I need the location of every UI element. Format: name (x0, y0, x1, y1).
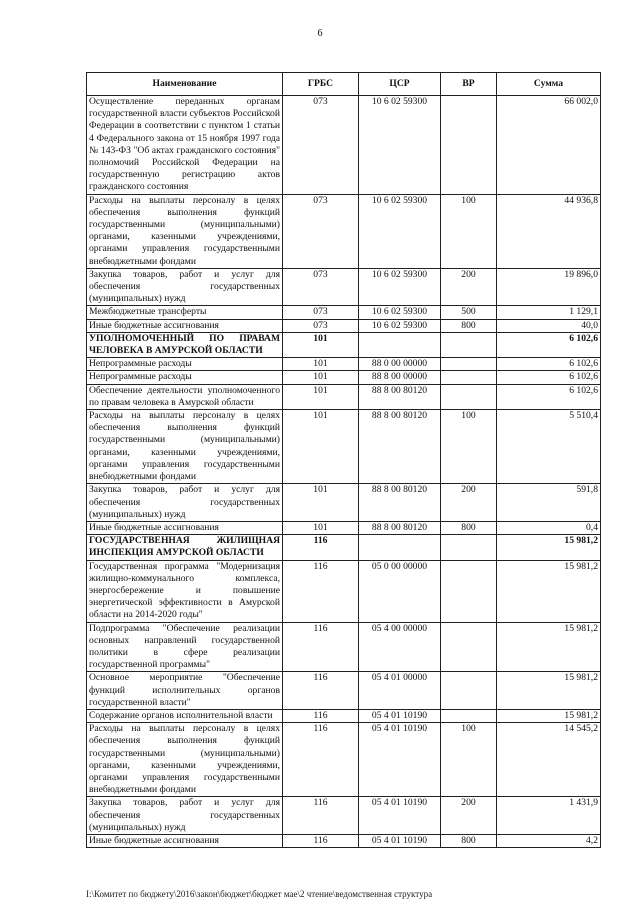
row-vr-cell: 100 (441, 194, 497, 268)
table-row (87, 371, 601, 384)
row-sum-cell: 66 002,0 (497, 96, 601, 195)
table-row (87, 410, 601, 484)
row-csr-cell: 10 6 02 59300 (359, 306, 441, 319)
row-vr-cell: 800 (441, 521, 497, 534)
table-row (87, 560, 601, 622)
row-grbs-cell: 101 (283, 332, 359, 357)
row-name-cell: Государственная программа "Модернизация жилищно-коммунального комплекса, энергосбережение и повышение энергетической эффективности в Амурской области на 2014-2020 годы" (87, 560, 283, 622)
table-row (87, 797, 601, 835)
table-row (87, 709, 601, 722)
page-number: 6 (317, 28, 323, 39)
row-vr-cell: 800 (441, 319, 497, 332)
row-csr-cell: 88 8 00 80120 (359, 384, 441, 409)
row-csr-cell: 10 6 02 59300 (359, 268, 441, 306)
row-grbs-cell: 116 (283, 560, 359, 622)
row-grbs-cell: 116 (283, 622, 359, 672)
row-sum-cell: 44 936,8 (497, 194, 601, 268)
row-csr-cell: 88 0 00 00000 (359, 358, 441, 371)
row-sum-cell: 15 981,2 (497, 622, 601, 672)
row-grbs-cell: 073 (283, 306, 359, 319)
header-sum: Сумма (497, 73, 601, 96)
row-name-cell: Содержание органов исполнительной власти (87, 709, 283, 722)
row-sum-cell: 15 981,2 (497, 535, 601, 560)
table-row (87, 834, 601, 847)
table-row (87, 358, 601, 371)
row-grbs-cell: 073 (283, 319, 359, 332)
row-grbs-cell: 101 (283, 521, 359, 534)
row-vr-cell: 100 (441, 723, 497, 797)
row-sum-cell: 6 102,6 (497, 371, 601, 384)
row-csr-cell: 05 0 00 00000 (359, 560, 441, 622)
row-sum-cell: 6 102,6 (497, 358, 601, 371)
row-name-cell: Расходы на выплаты персоналу в целях обеспечения выполнения функций государственными (муниципальными) органами, казенными учреждениями, органами управления государственными внебюджетными фондами (87, 194, 283, 268)
table-row (87, 622, 601, 672)
row-csr-cell: 05 4 01 00000 (359, 672, 441, 710)
row-grbs-cell: 101 (283, 484, 359, 522)
table-row (87, 672, 601, 710)
table-row (87, 535, 601, 560)
row-name-cell: Непрограммные расходы (87, 371, 283, 384)
row-csr-cell: 05 4 01 10190 (359, 834, 441, 847)
row-csr-cell: 05 4 01 10190 (359, 723, 441, 797)
row-sum-cell: 1 129,1 (497, 306, 601, 319)
row-sum-cell: 6 102,6 (497, 384, 601, 409)
row-grbs-cell: 101 (283, 384, 359, 409)
table-row (87, 319, 601, 332)
table-body (87, 96, 601, 848)
row-name-cell: Расходы на выплаты персоналу в целях обеспечения выполнения функций государственными (муниципальными) органами, казенными учреждениями, органами управления государственными внебюджетными фондами (87, 410, 283, 484)
row-grbs-cell: 116 (283, 672, 359, 710)
row-name-cell: Иные бюджетные ассигнования (87, 521, 283, 534)
row-vr-cell (441, 535, 497, 560)
row-name-cell: Закупка товаров, работ и услуг для обеспечения государственных (муниципальных) нужд (87, 268, 283, 306)
budget-table (86, 72, 601, 848)
row-vr-cell: 500 (441, 306, 497, 319)
row-vr-cell: 200 (441, 484, 497, 522)
row-vr-cell (441, 672, 497, 710)
row-grbs-cell: 101 (283, 410, 359, 484)
row-name-cell: Непрограммные расходы (87, 358, 283, 371)
row-sum-cell: 14 545,2 (497, 723, 601, 797)
row-csr-cell (359, 535, 441, 560)
row-vr-cell: 200 (441, 268, 497, 306)
row-csr-cell: 05 4 00 00000 (359, 622, 441, 672)
row-csr-cell: 88 8 00 80120 (359, 410, 441, 484)
row-sum-cell: 5 510,4 (497, 410, 601, 484)
row-sum-cell: 15 981,2 (497, 709, 601, 722)
row-vr-cell (441, 371, 497, 384)
row-grbs-cell: 073 (283, 194, 359, 268)
row-csr-cell: 05 4 01 10190 (359, 797, 441, 835)
row-name-cell: Подпрограмма "Обеспечение реализации основных направлений государственной политики в сфере реализации государственной программы" (87, 622, 283, 672)
row-name-cell: Осуществление переданных органам государственной власти субъектов Российской Федерации в соответствии с пунктом 1 статьи 4 Федерального закона от 15 ноября 1997 года № 143-ФЗ "Об актах гражданского состояния" полномочий Российской Федерации на государственную регистрацию актов гражданского состояния (87, 96, 283, 195)
header-vr: ВР (441, 73, 497, 96)
table-row (87, 96, 601, 195)
row-csr-cell (359, 332, 441, 357)
table-row (87, 268, 601, 306)
row-vr-cell (441, 384, 497, 409)
row-name-cell: Обеспечение деятельности уполномоченного по правам человека в Амурской области (87, 384, 283, 409)
row-vr-cell (441, 709, 497, 722)
row-sum-cell: 40,0 (497, 319, 601, 332)
row-csr-cell: 88 8 00 00000 (359, 371, 441, 384)
table-row (87, 332, 601, 357)
table-row (87, 384, 601, 409)
row-csr-cell: 05 4 01 10190 (359, 709, 441, 722)
row-sum-cell: 15 981,2 (497, 672, 601, 710)
row-grbs-cell: 073 (283, 268, 359, 306)
row-sum-cell: 15 981,2 (497, 560, 601, 622)
row-name-cell: Межбюджетные трансферты (87, 306, 283, 319)
row-name-cell: ГОСУДАРСТВЕННАЯ ЖИЛИЩНАЯ ИНСПЕКЦИЯ АМУРСКОЙ ОБЛАСТИ (87, 535, 283, 560)
row-sum-cell: 1 431,9 (497, 797, 601, 835)
table-row (87, 484, 601, 522)
row-vr-cell (441, 332, 497, 357)
row-name-cell: УПОЛНОМОЧЕННЫЙ ПО ПРАВАМ ЧЕЛОВЕКА В АМУРСКОЙ ОБЛАСТИ (87, 332, 283, 357)
table-header-row (87, 73, 601, 96)
row-sum-cell: 0,4 (497, 521, 601, 534)
row-grbs-cell: 116 (283, 834, 359, 847)
row-vr-cell (441, 622, 497, 672)
row-vr-cell (441, 560, 497, 622)
row-sum-cell: 4,2 (497, 834, 601, 847)
table-row (87, 521, 601, 534)
row-csr-cell: 10 6 02 59300 (359, 194, 441, 268)
row-vr-cell: 100 (441, 410, 497, 484)
row-csr-cell: 88 8 00 80120 (359, 521, 441, 534)
row-grbs-cell: 116 (283, 723, 359, 797)
header-grbs: ГРБС (283, 73, 359, 96)
table-row (87, 306, 601, 319)
row-name-cell: Расходы на выплаты персоналу в целях обеспечения выполнения функций государственными (муниципальными) органами, казенными учреждениями, органами управления государственными внебюджетными фондами (87, 723, 283, 797)
row-grbs-cell: 116 (283, 709, 359, 722)
header-name: Наименование (87, 73, 283, 96)
row-grbs-cell: 116 (283, 797, 359, 835)
row-name-cell: Основное мероприятие "Обеспечение функций исполнительных органов государственной власти" (87, 672, 283, 710)
row-grbs-cell: 073 (283, 96, 359, 195)
row-grbs-cell: 101 (283, 358, 359, 371)
row-vr-cell: 200 (441, 797, 497, 835)
row-name-cell: Закупка товаров, работ и услуг для обеспечения государственных (муниципальных) нужд (87, 484, 283, 522)
row-vr-cell (441, 358, 497, 371)
row-sum-cell: 19 896,0 (497, 268, 601, 306)
row-grbs-cell: 101 (283, 371, 359, 384)
table-row (87, 194, 601, 268)
row-vr-cell: 800 (441, 834, 497, 847)
row-sum-cell: 6 102,6 (497, 332, 601, 357)
row-csr-cell: 10 6 02 59300 (359, 319, 441, 332)
row-name-cell: Закупка товаров, работ и услуг для обеспечения государственных (муниципальных) нужд (87, 797, 283, 835)
table-row (87, 723, 601, 797)
row-csr-cell: 88 8 00 80120 (359, 484, 441, 522)
row-sum-cell: 591,8 (497, 484, 601, 522)
row-name-cell: Иные бюджетные ассигнования (87, 319, 283, 332)
file-path-footer: I:\Комитет по бюджету\2016\закон\бюджет\бюджет мае\2 чтение\ведомственная структура (86, 889, 433, 899)
header-csr: ЦСР (359, 73, 441, 96)
row-vr-cell (441, 96, 497, 195)
row-grbs-cell: 116 (283, 535, 359, 560)
row-name-cell: Иные бюджетные ассигнования (87, 834, 283, 847)
row-csr-cell: 10 6 02 59300 (359, 96, 441, 195)
